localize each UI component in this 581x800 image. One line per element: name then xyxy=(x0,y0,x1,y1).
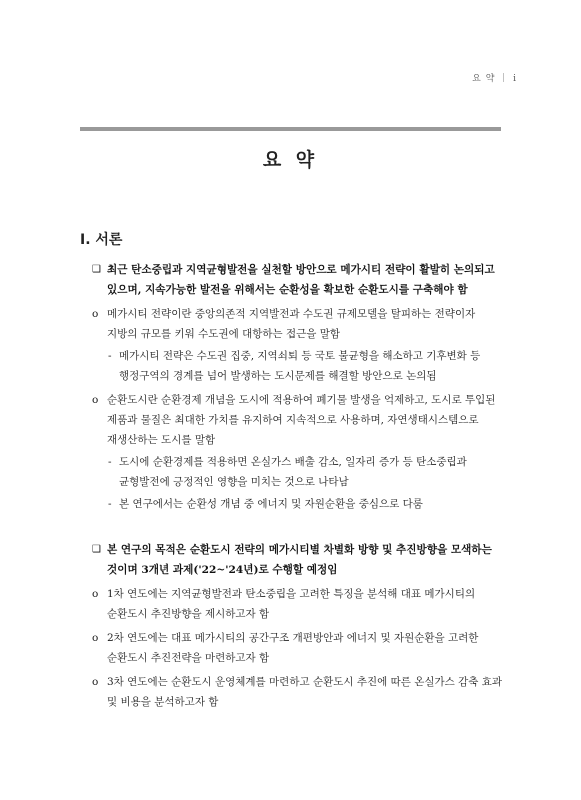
sub-point-text: 3차 연도에는 순환도시 운영체계를 마련하고 순환도시 추진에 따른 온실가스 감축 효과 및 비용을 분석하고자 함 xyxy=(107,676,503,708)
sub-point-text: 메가시티 전략이란 중앙의존적 지역발전과 수도권 규제모델을 탈피하는 전략이자 지방의 규모를 키워 수도권에 대항하는 접근을 말함 xyxy=(107,308,476,340)
running-header: 요 약 ｜ i xyxy=(472,74,517,84)
sub-point-2-1 xyxy=(92,584,504,624)
section-heading: Ⅰ. 서론 xyxy=(80,232,123,248)
sub-point-text: 순환도시란 순환경제 개념을 도시에 적용하여 폐기물 발생을 억제하고, 도시로 투입된 제품과 물질은 최대한 가치를 유지하여 지속적으로 사용하며, 자연생태시스템으로 재생산하는 도시를 말함 xyxy=(107,394,496,446)
dash-bullet-icon: - xyxy=(108,456,112,468)
detail-point-text: 본 연구에서는 순환성 개념 중 에너지 및 자원순환을 중심으로 다룸 xyxy=(119,498,423,510)
dash-bullet-icon: - xyxy=(108,498,112,510)
detail-point-text: 메가시티 전략은 수도권 집중, 지역쇠퇴 등 국토 불균형을 해소하고 기후변화 등 행정구역의 경계를 넘어 발생하는 도시문제를 해결할 방안으로 논의됨 xyxy=(119,350,481,382)
circle-bullet-icon: ο xyxy=(92,308,99,320)
sub-point-1-2 xyxy=(92,390,504,450)
summary-content xyxy=(80,260,504,712)
dash-bullet-icon: - xyxy=(108,350,112,362)
detail-point-text: 도시에 순환경제를 적용하면 온실가스 배출 감소, 일자리 증가 등 탄소중립과 균형발전에 긍정적인 영향을 미치는 것으로 나타남 xyxy=(119,456,467,488)
detail-point-1-2-1 xyxy=(108,452,504,492)
circle-bullet-icon: ο xyxy=(92,632,99,644)
main-point-text: 본 연구의 목적은 순환도시 전략의 메가시티별 차별화 방향 및 추진방향을 모색하는 것이며 3개년 과제('22~'24년)로 수행할 예정임 xyxy=(107,544,492,576)
block-spacer xyxy=(80,514,504,540)
main-point-2 xyxy=(92,540,504,580)
main-point-text: 최근 탄소중립과 지역균형발전을 실천할 방안으로 메가시티 전략이 활발히 논의되고 있으며, 지속가능한 발전을 위해서는 순환성을 확보한 순환도시를 구축해야 함 xyxy=(107,264,495,296)
square-bullet-icon: ❑ xyxy=(92,544,101,555)
sub-point-text: 1차 연도에는 지역균형발전과 탄소중립을 고려한 특징을 분석해 대표 메가시티의 순환도시 추진방향을 제시하고자 함 xyxy=(107,588,476,620)
square-bullet-icon: ❑ xyxy=(92,264,101,275)
sub-point-2-2 xyxy=(92,628,504,668)
sub-point-2-3 xyxy=(92,672,504,712)
detail-point-1-1-1 xyxy=(108,346,504,386)
title-rule xyxy=(80,127,501,131)
detail-point-1-2-2 xyxy=(108,494,504,514)
main-point-1 xyxy=(92,260,504,300)
circle-bullet-icon: ο xyxy=(92,394,99,406)
sub-point-1-1 xyxy=(92,304,504,344)
page-title: 요 약 xyxy=(262,149,319,171)
circle-bullet-icon: ο xyxy=(92,676,99,688)
sub-point-text: 2차 연도에는 대표 메가시티의 공간구조 개편방안과 에너지 및 자원순환을 고려한 순환도시 추진전략을 마련하고자 함 xyxy=(107,632,479,664)
circle-bullet-icon: ο xyxy=(92,588,99,600)
